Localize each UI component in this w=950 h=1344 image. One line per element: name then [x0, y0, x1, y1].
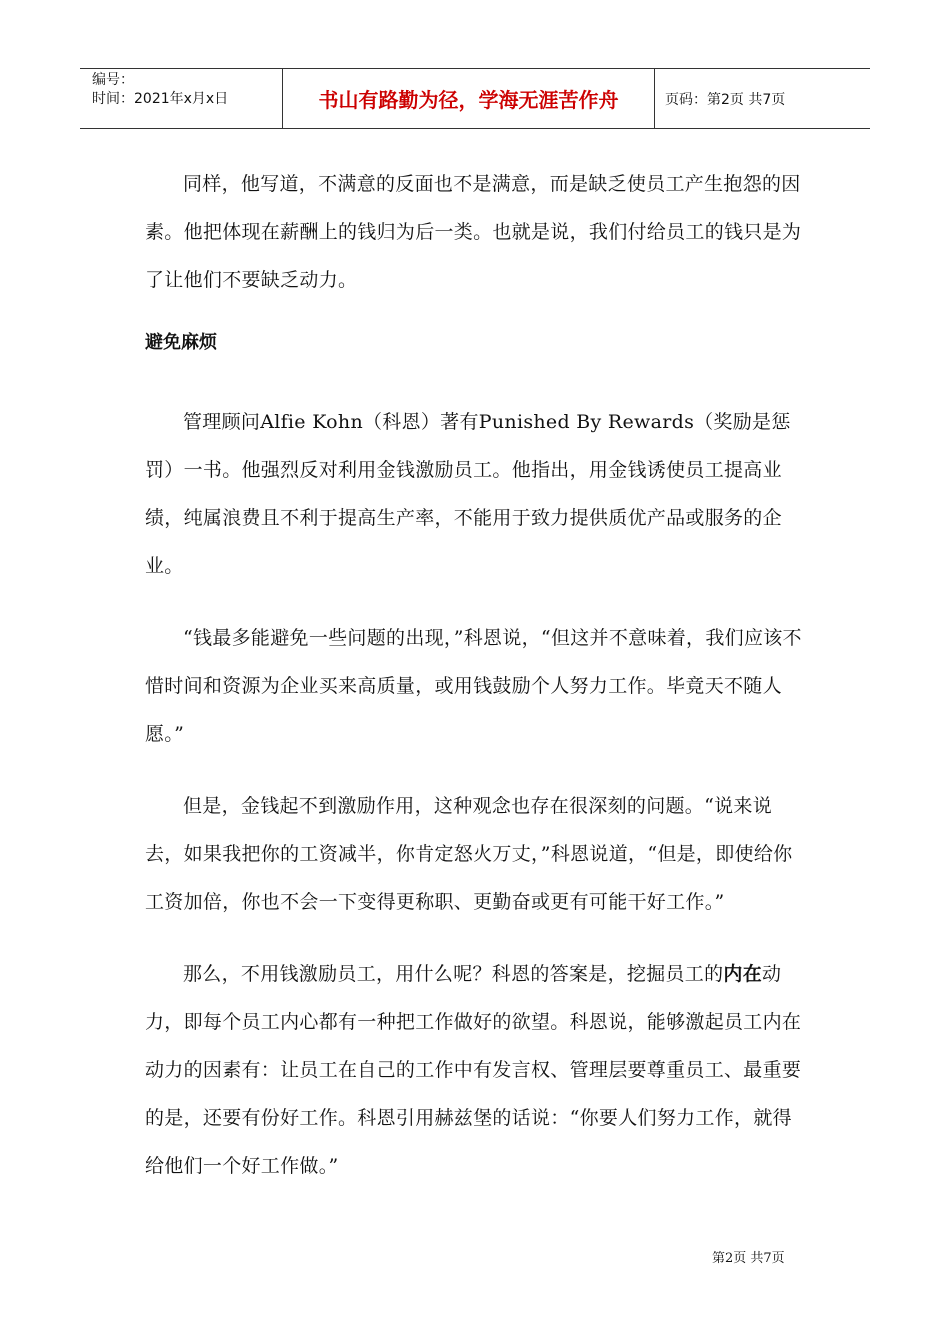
page-header	[80, 68, 870, 129]
paragraph-5	[145, 950, 810, 1190]
paragraph-4: 但是，金钱起不到激励作用，这种观念也存在很深刻的问题。“说来说去，如果我把你的工资减半，你肯定怒火万丈，”科恩说道，“但是，即使给你工资加倍，你也不会一下变得更称职、更勤奋或更有可能干好工作。”	[145, 795, 793, 913]
paragraph-2: 管理顾问Alfie Kohn（科恩）著有Punished By Rewards（奖励是惩罚）一书。他强烈反对利用金钱激励员工。他指出，用金钱诱使员工提高业绩，纯属浪费且不利于提高生产率，不能用于致力提供质优产品或服务的企业。	[145, 411, 791, 577]
header-meta	[80, 69, 282, 128]
serial-label: 编号：	[92, 72, 134, 88]
header-page-info: 页码：第2页 共7页	[665, 91, 786, 108]
page-footer: 第2页 共7页	[712, 1251, 785, 1266]
paragraph-5-text-a: 那么，不用钱激励员工，用什么呢？科恩的答案是，挖掘员工的	[183, 963, 724, 985]
time-label: 时间：2021年x月x日	[92, 91, 229, 107]
paragraph-5-bold: 内在	[723, 963, 763, 985]
paragraph-3: “钱最多能避免一些问题的出现，”科恩说，“但这并不意味着，我们应该不惜时间和资源为企业买来高质量，或用钱鼓励个人努力工作。毕竟天不随人愿。”	[145, 627, 802, 745]
section-title: 避免麻烦	[145, 332, 217, 353]
paragraph-5-text-b: 动力，即每个员工内心都有一种把工作做好的欲望。科恩说，能够激起员工内在动力的因素有：让员工在自己的工作中有发言权、管理层要尊重员工、最重要的是，还要有份好工作。科恩引用赫兹堡的话说：“你要人们努力工作，就得给他们一个好工作做。”	[145, 963, 802, 1177]
document-body	[145, 160, 810, 1214]
header-motto: 书山有路勤为径，学海无涯苦作舟	[282, 69, 655, 128]
paragraph-1: 同样，他写道，不满意的反面也不是满意，而是缺乏使员工产生抱怨的因素。他把体现在薪酬上的钱归为后一类。也就是说，我们付给员工的钱只是为了让他们不要缺乏动力。	[145, 173, 802, 291]
